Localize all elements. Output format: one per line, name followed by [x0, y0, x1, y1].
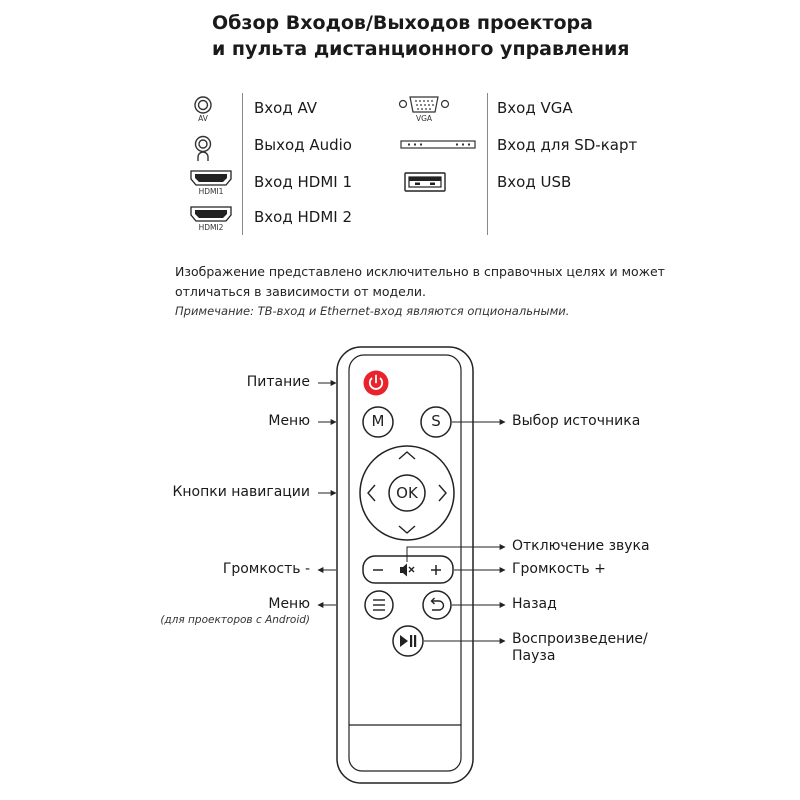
disclaimer-line-1: Изображение представлено исключительно в справочных целях и может	[175, 264, 665, 279]
title-line-2: и пульта дистанционного управления	[212, 38, 630, 60]
menu-button-label: M	[371, 412, 385, 430]
hamburger-icon	[373, 600, 385, 610]
ok-button-label: OK	[396, 484, 418, 502]
label-volume-up: Громкость +	[512, 561, 606, 577]
mute-icon	[400, 564, 414, 577]
title-line-1: Обзор Входов/Выходов проектора	[212, 12, 593, 34]
disclaimer-line-2: отличаться в зависимости от модели.	[175, 284, 426, 299]
hdmi2-caption: HDMI2	[198, 223, 224, 232]
label-play-pause-1: Воспроизведение/	[512, 631, 648, 647]
source-button-label: S	[431, 412, 441, 430]
label-navigation: Кнопки навигации	[172, 484, 310, 500]
play-pause-icon	[400, 635, 416, 647]
volume-up-icon	[431, 565, 441, 575]
power-button[interactable]	[364, 371, 389, 396]
label-power: Питание	[246, 374, 310, 390]
hdmi1-caption: HDMI1	[198, 187, 224, 196]
nav-left-icon	[368, 485, 375, 501]
label-android-menu: Меню	[268, 596, 310, 612]
port-label-usb: Вход USB	[497, 173, 572, 191]
port-label-sd: Вход для SD-карт	[497, 136, 638, 154]
note: Примечание: ТВ-вход и Ethernet-вход являются опциональными.	[175, 304, 570, 318]
port-label-hdmi1: Вход HDMI 1	[254, 173, 352, 191]
nav-right-icon	[439, 485, 446, 501]
back-arrow-icon	[432, 598, 444, 610]
label-android-menu-sub: (для проекторов с Android)	[160, 614, 310, 626]
label-play-pause-2: Пауза	[512, 648, 556, 664]
nav-up-icon	[399, 452, 415, 459]
label-volume-down: Громкость -	[222, 561, 310, 577]
back-button[interactable]	[423, 591, 451, 619]
label-source: Выбор источника	[512, 413, 641, 429]
callout-lines	[318, 383, 505, 641]
port-label-audio: Выход Audio	[254, 136, 352, 154]
port-label-av: Вход AV	[254, 99, 318, 117]
port-label-hdmi2: Вход HDMI 2	[254, 208, 352, 226]
label-back: Назад	[512, 596, 557, 612]
nav-down-icon	[399, 526, 415, 533]
label-menu: Меню	[268, 413, 310, 429]
vga-caption: VGA	[415, 114, 433, 123]
av-caption: AV	[198, 114, 208, 123]
remote-bottom-panel	[349, 725, 461, 771]
label-mute: Отключение звука	[512, 538, 650, 554]
port-label-vga: Вход VGA	[497, 99, 573, 117]
